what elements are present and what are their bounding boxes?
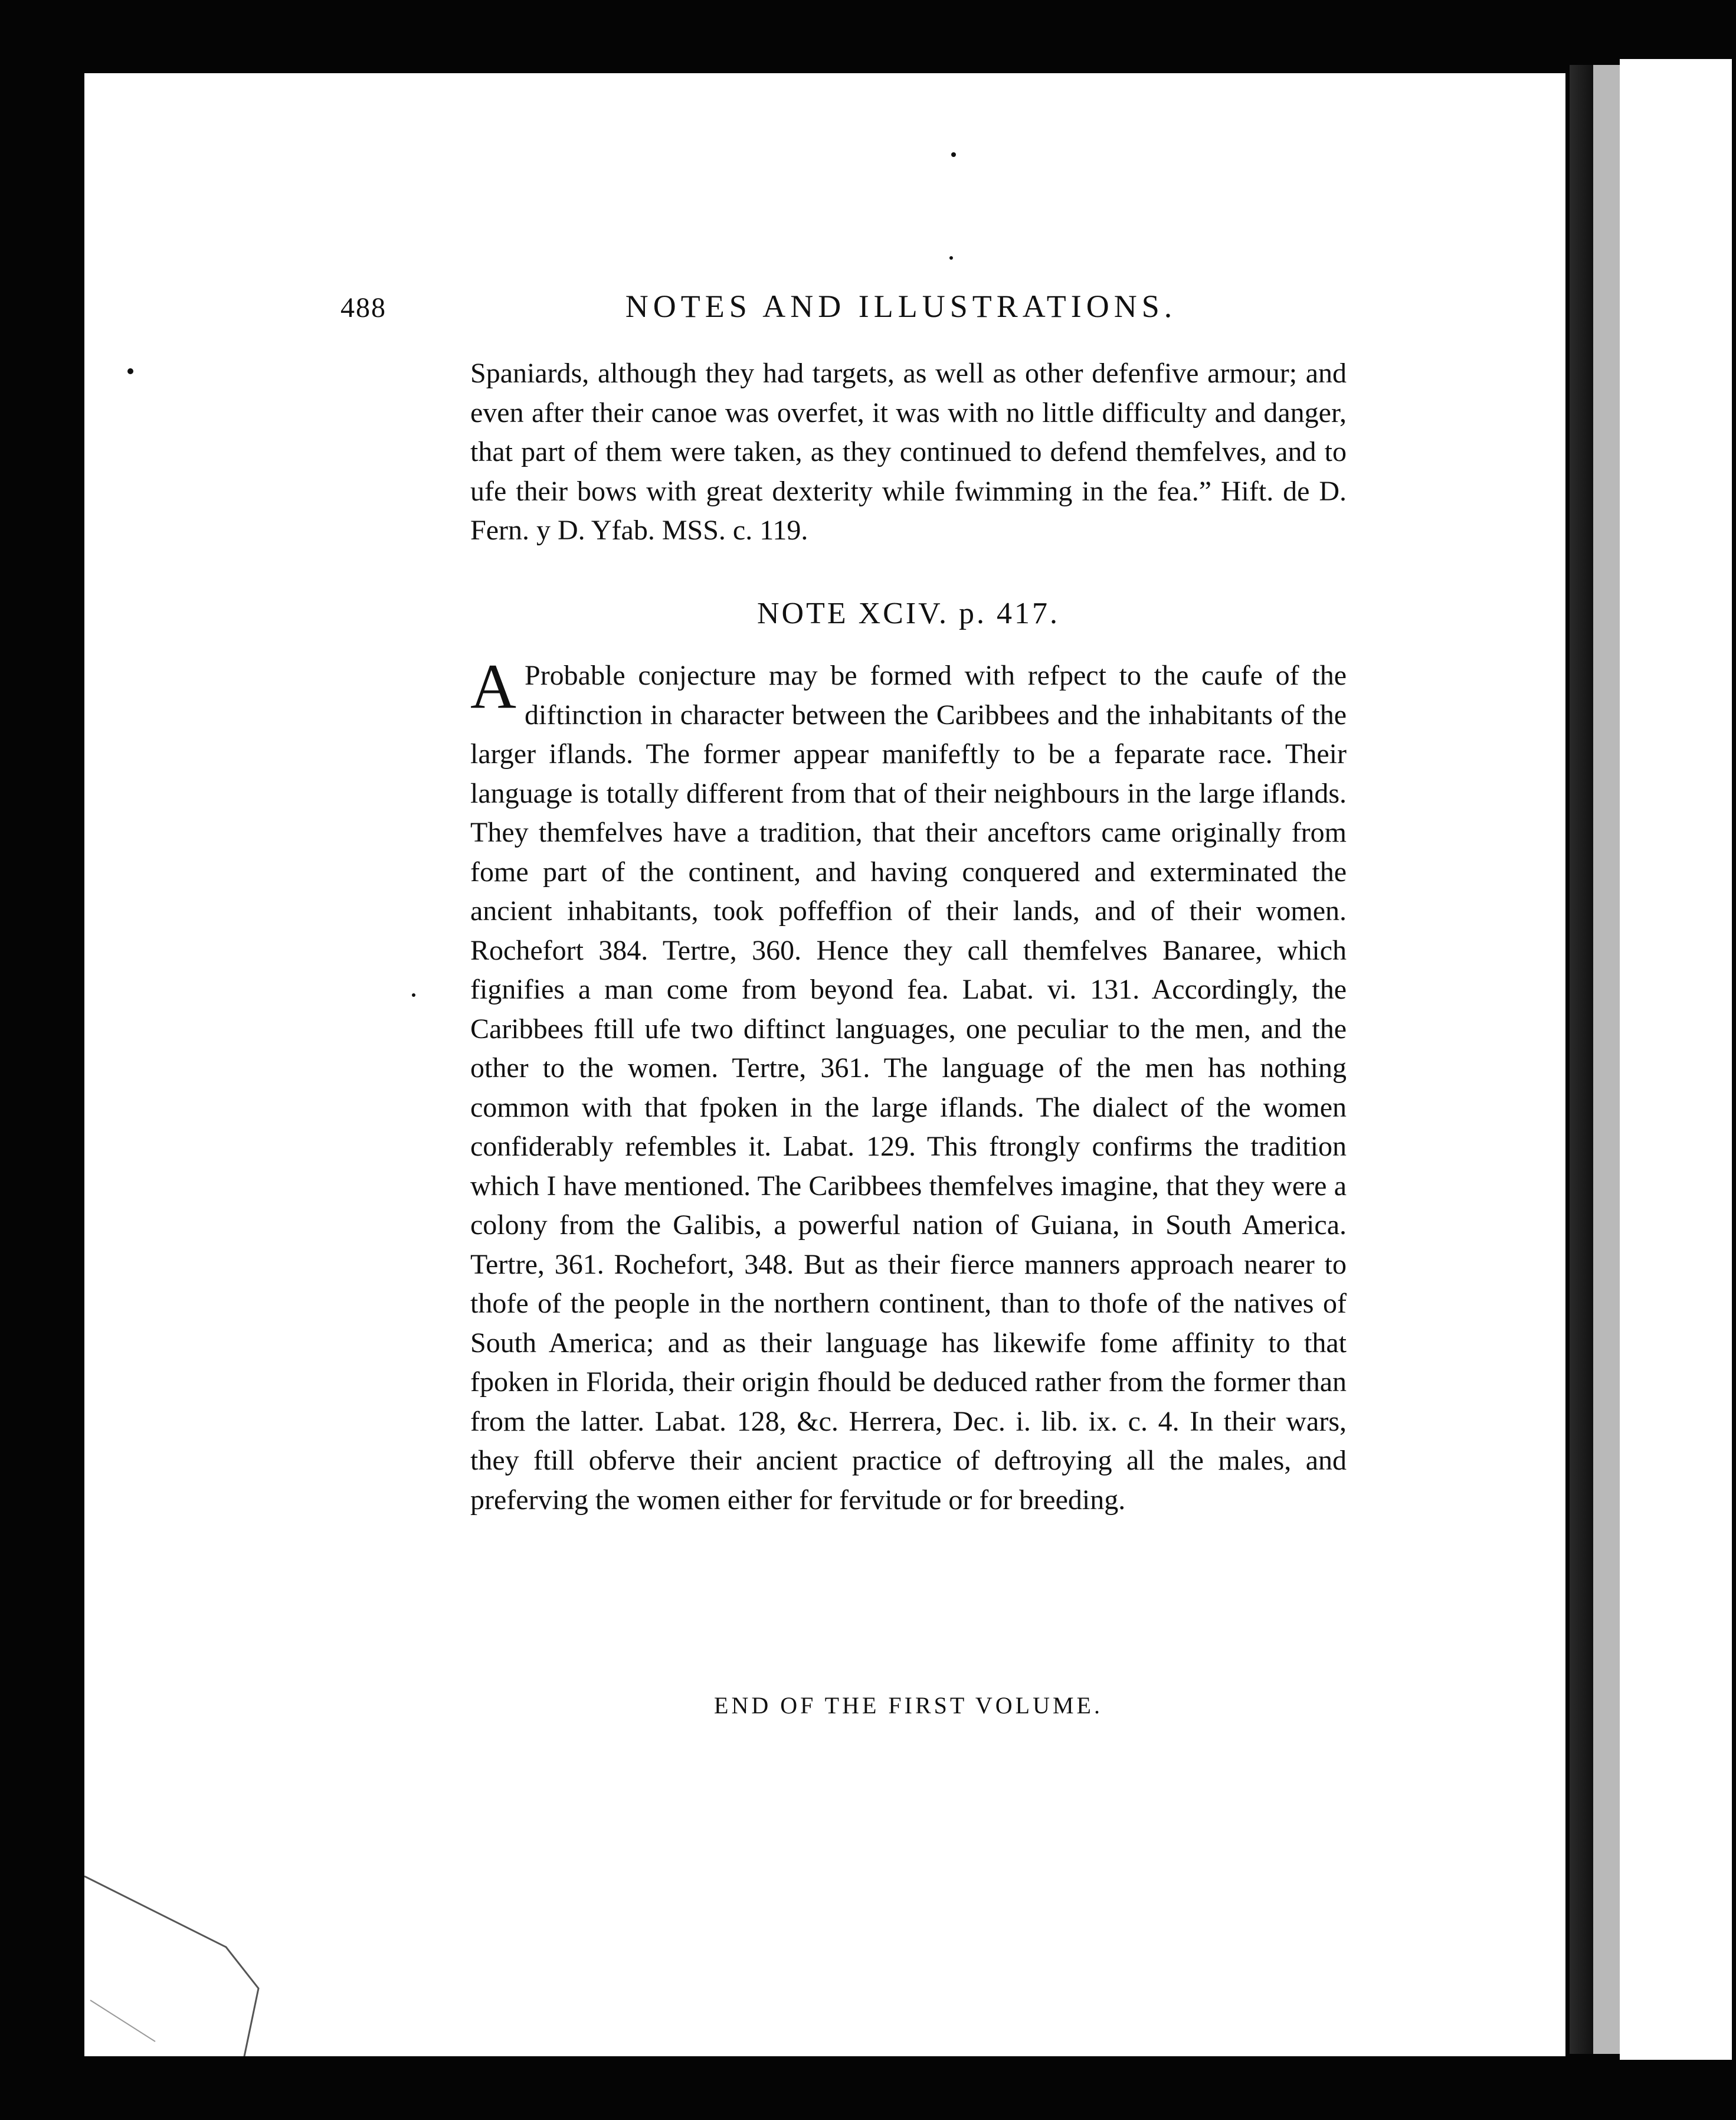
running-title: NOTES AND ILLUSTRATIONS. xyxy=(625,289,1177,324)
ink-speck xyxy=(127,368,133,374)
next-leaf-edge xyxy=(1593,65,1620,2054)
ink-speck xyxy=(412,993,415,997)
end-of-volume-line: END OF THE FIRST VOLUME. xyxy=(714,1692,1103,1719)
note-paragraph xyxy=(470,652,1347,1520)
ink-speck xyxy=(949,256,953,260)
continuation-text: Spaniards, although they had targets, as well as other defenfive armour; and even after their canoe was overfet, it was with no little difficulty and danger, that part of them were taken, as they continued to defend themfelves, and to ufe their bows with great dexterity while fwimming in the fea.” Hift. de D. Fern. y D. Yfab. MSS. c. 119. xyxy=(470,358,1347,546)
note-heading: NOTE XCIV. p. 417. xyxy=(756,597,1060,630)
folded-corner xyxy=(84,1864,261,2056)
drop-cap: A xyxy=(470,652,516,722)
continuation-paragraph xyxy=(470,354,1347,551)
ink-speck xyxy=(951,152,956,157)
note-body-text: Probable conjecture may be formed with refpect to the caufe of the diftinction in character between the Caribbees and the inhabitants of the larger iflands. The former appear manifeftly to be a feparate race. Their language is totally different from that of their neighbours in the large iflands. They themfelves have a tradition, that their anceftors came originally from fome part of the continent, and having conquered and exterminated the ancient inhabitants, took poffeffion of their lands, and of their women. Rochefort 384. Tertre, 360. Hence they call themfelves Banaree, which fignifies a man come from beyond fea. Labat. vi. 131. Accordingly, the Caribbees ftill ufe two diftinct languages, one peculiar to the men, and the other to the women. Tertre, 361. The language of the men has nothing common with that fpoken in the large iflands. The dialect of the women confiderably refembles it. Labat. 129. This ftrongly confirms the tradition which I have mentioned. The Caribbees themfelves imagine, that they were a colony from the Galibis, a powerful nation of Guiana, in South America. Tertre, 361. Rochefort, 348. But as their fierce manners approach nearer to thofe of the people in the northern continent, than to thofe of the natives of South America; and as their language has likewife fome affinity to that fpoken in Florida, their origin fhould be deduced rather from the former than from the latter. Labat. 128, &c. Herrera, Dec. i. lib. ix. c. 4. In their wars, they ftill obferve their ancient practice of deftroying all the males, and preferving the women either for fervitude or for breeding. xyxy=(470,660,1347,1516)
page-number: 488 xyxy=(340,292,386,323)
next-leaf xyxy=(1620,59,1732,2060)
page-header xyxy=(340,288,1462,335)
